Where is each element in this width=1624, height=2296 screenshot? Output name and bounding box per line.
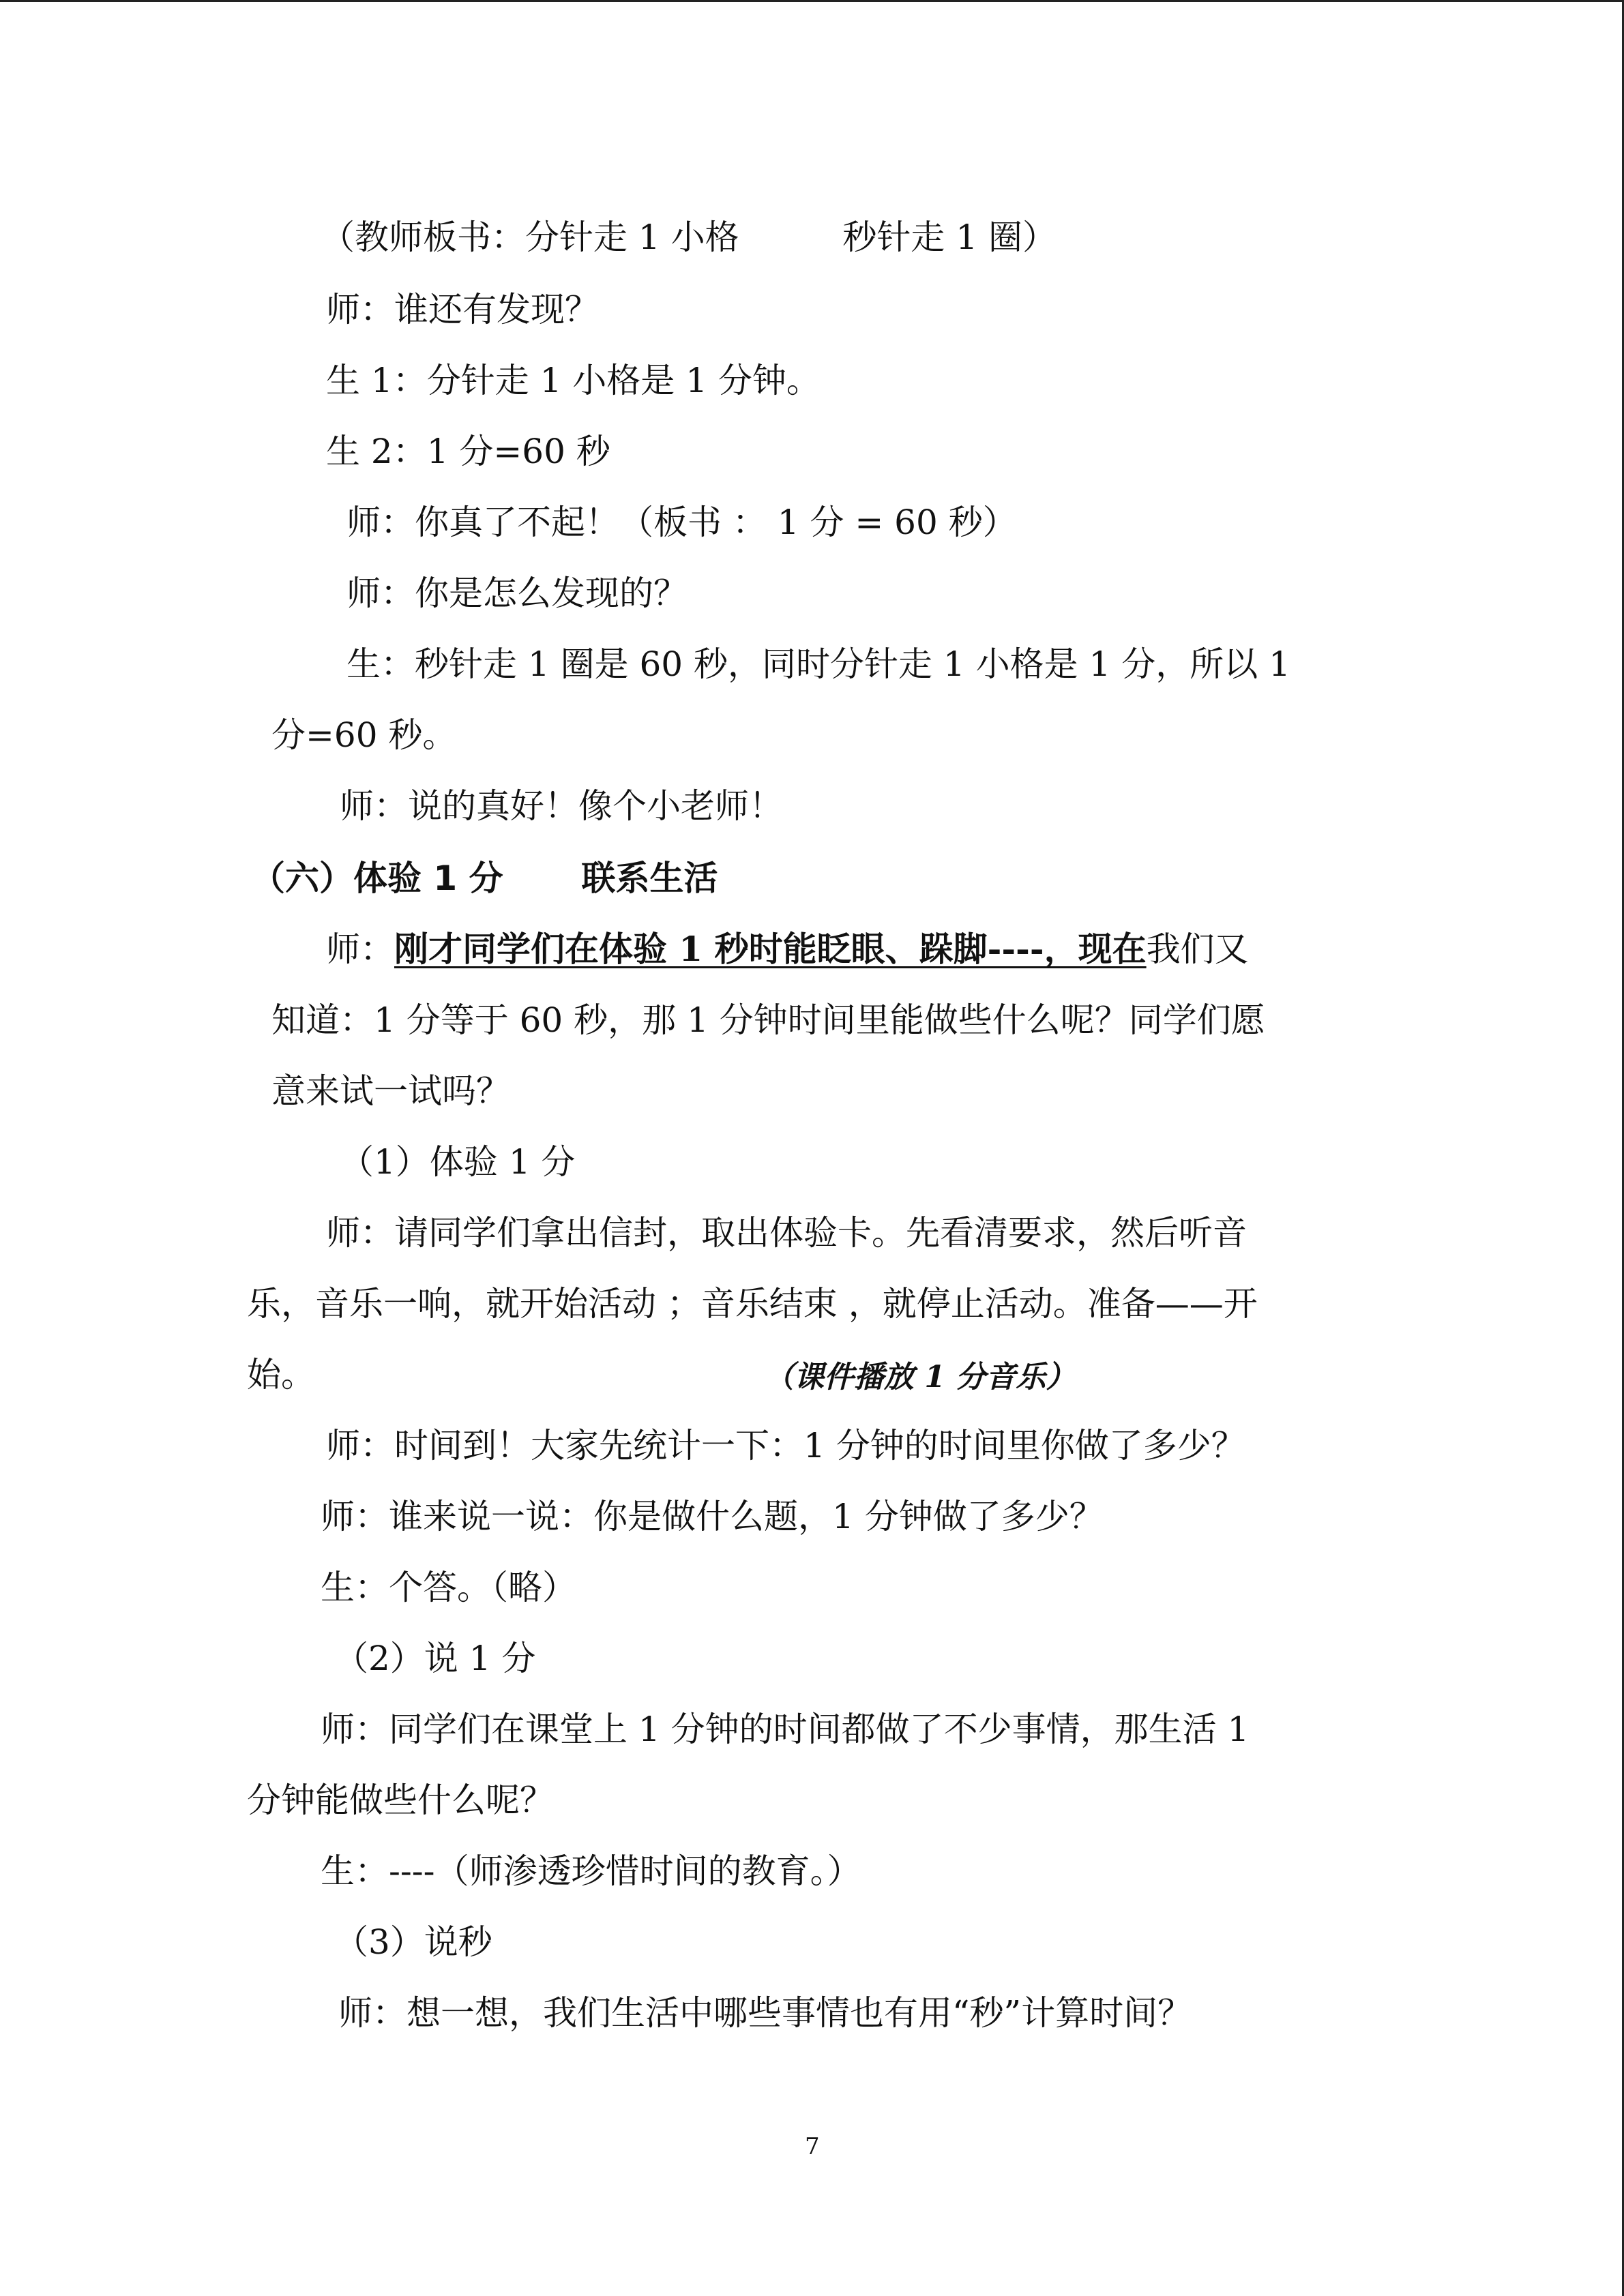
text-line: 师：想一想，我们生活中哪些事情也有用“秒”计算时间？ — [338, 1993, 1192, 2033]
text-line: 生：----（师渗透珍惜时间的教育。） — [321, 1851, 861, 1891]
text-line: 分=60 秒。 — [271, 715, 457, 755]
text-line: 师：谁来说一说：你是做什么题，1 分钟做了多少？ — [321, 1497, 1104, 1536]
text-line: 生 1：分针走 1 小格是 1 分钟。 — [326, 361, 821, 400]
speaker-label: 师： — [326, 929, 394, 969]
section-heading-subtitle: 联系生活 — [581, 859, 718, 898]
text-line: （2）说 1 分 — [334, 1639, 536, 1678]
text-line: 师：时间到！大家先统计一下：1 分钟的时间里你做了多少？ — [326, 1426, 1245, 1465]
text-line: 师：谁还有发现？ — [326, 290, 599, 329]
page-number: 7 — [805, 2133, 820, 2160]
text-line: 师：你是怎么发现的？ — [346, 573, 688, 613]
text-line: 分钟能做些什么呢？ — [247, 1780, 554, 1820]
text-line: 师：说的真好！像个小老师！ — [340, 786, 783, 826]
paragraph-line — [326, 929, 1249, 970]
text-line: 始。 — [247, 1355, 315, 1395]
text-line: 生：个答。（略） — [321, 1568, 576, 1607]
text-line: （1）体验 1 分 — [340, 1142, 576, 1182]
text-line: 意来试一试吗？ — [271, 1071, 510, 1111]
board-note-part2: 秒针走 1 圈） — [842, 218, 1057, 257]
line-tail: 我们又 — [1146, 929, 1249, 969]
stage-cue: （课件播放 1 分音乐） — [764, 1360, 1076, 1395]
text-line: 生：秒针走 1 圈是 60 秒，同时分针走 1 小格是 1 分，所以 1 — [346, 644, 1290, 684]
text-line: 师：请同学们拿出信封，取出体验卡。先看清要求，然后听音 — [326, 1213, 1247, 1253]
text-line: 师：你真了不起！（板书 ： 1 分 = 60 秒） — [346, 503, 1017, 542]
section-heading — [251, 858, 718, 899]
section-heading-title: （六）体验 1 分 — [251, 859, 503, 898]
page-border-top — [0, 0, 1624, 2]
text-line: 生 2：1 分=60 秒 — [326, 432, 610, 471]
board-note-part1: （教师板书：分针走 1 小格 — [321, 218, 739, 257]
text-line: 知道：1 分等于 60 秒，那 1 分钟时间里能做些什么呢？同学们愿 — [271, 1000, 1265, 1040]
text-line: 师：同学们在课堂上 1 分钟的时间都做了不少事情，那生活 1 — [321, 1710, 1250, 1749]
underlined-text: 刚才同学们在体验 1 秒时能眨眼、跺脚----，现在 — [394, 929, 1147, 969]
text-line: （3）说秒 — [334, 1922, 492, 1962]
board-note-line — [321, 217, 1057, 258]
text-line: 乐，音乐一响，就开始活动 ；音乐结束 ，就停止活动。准备——开 — [247, 1284, 1258, 1324]
